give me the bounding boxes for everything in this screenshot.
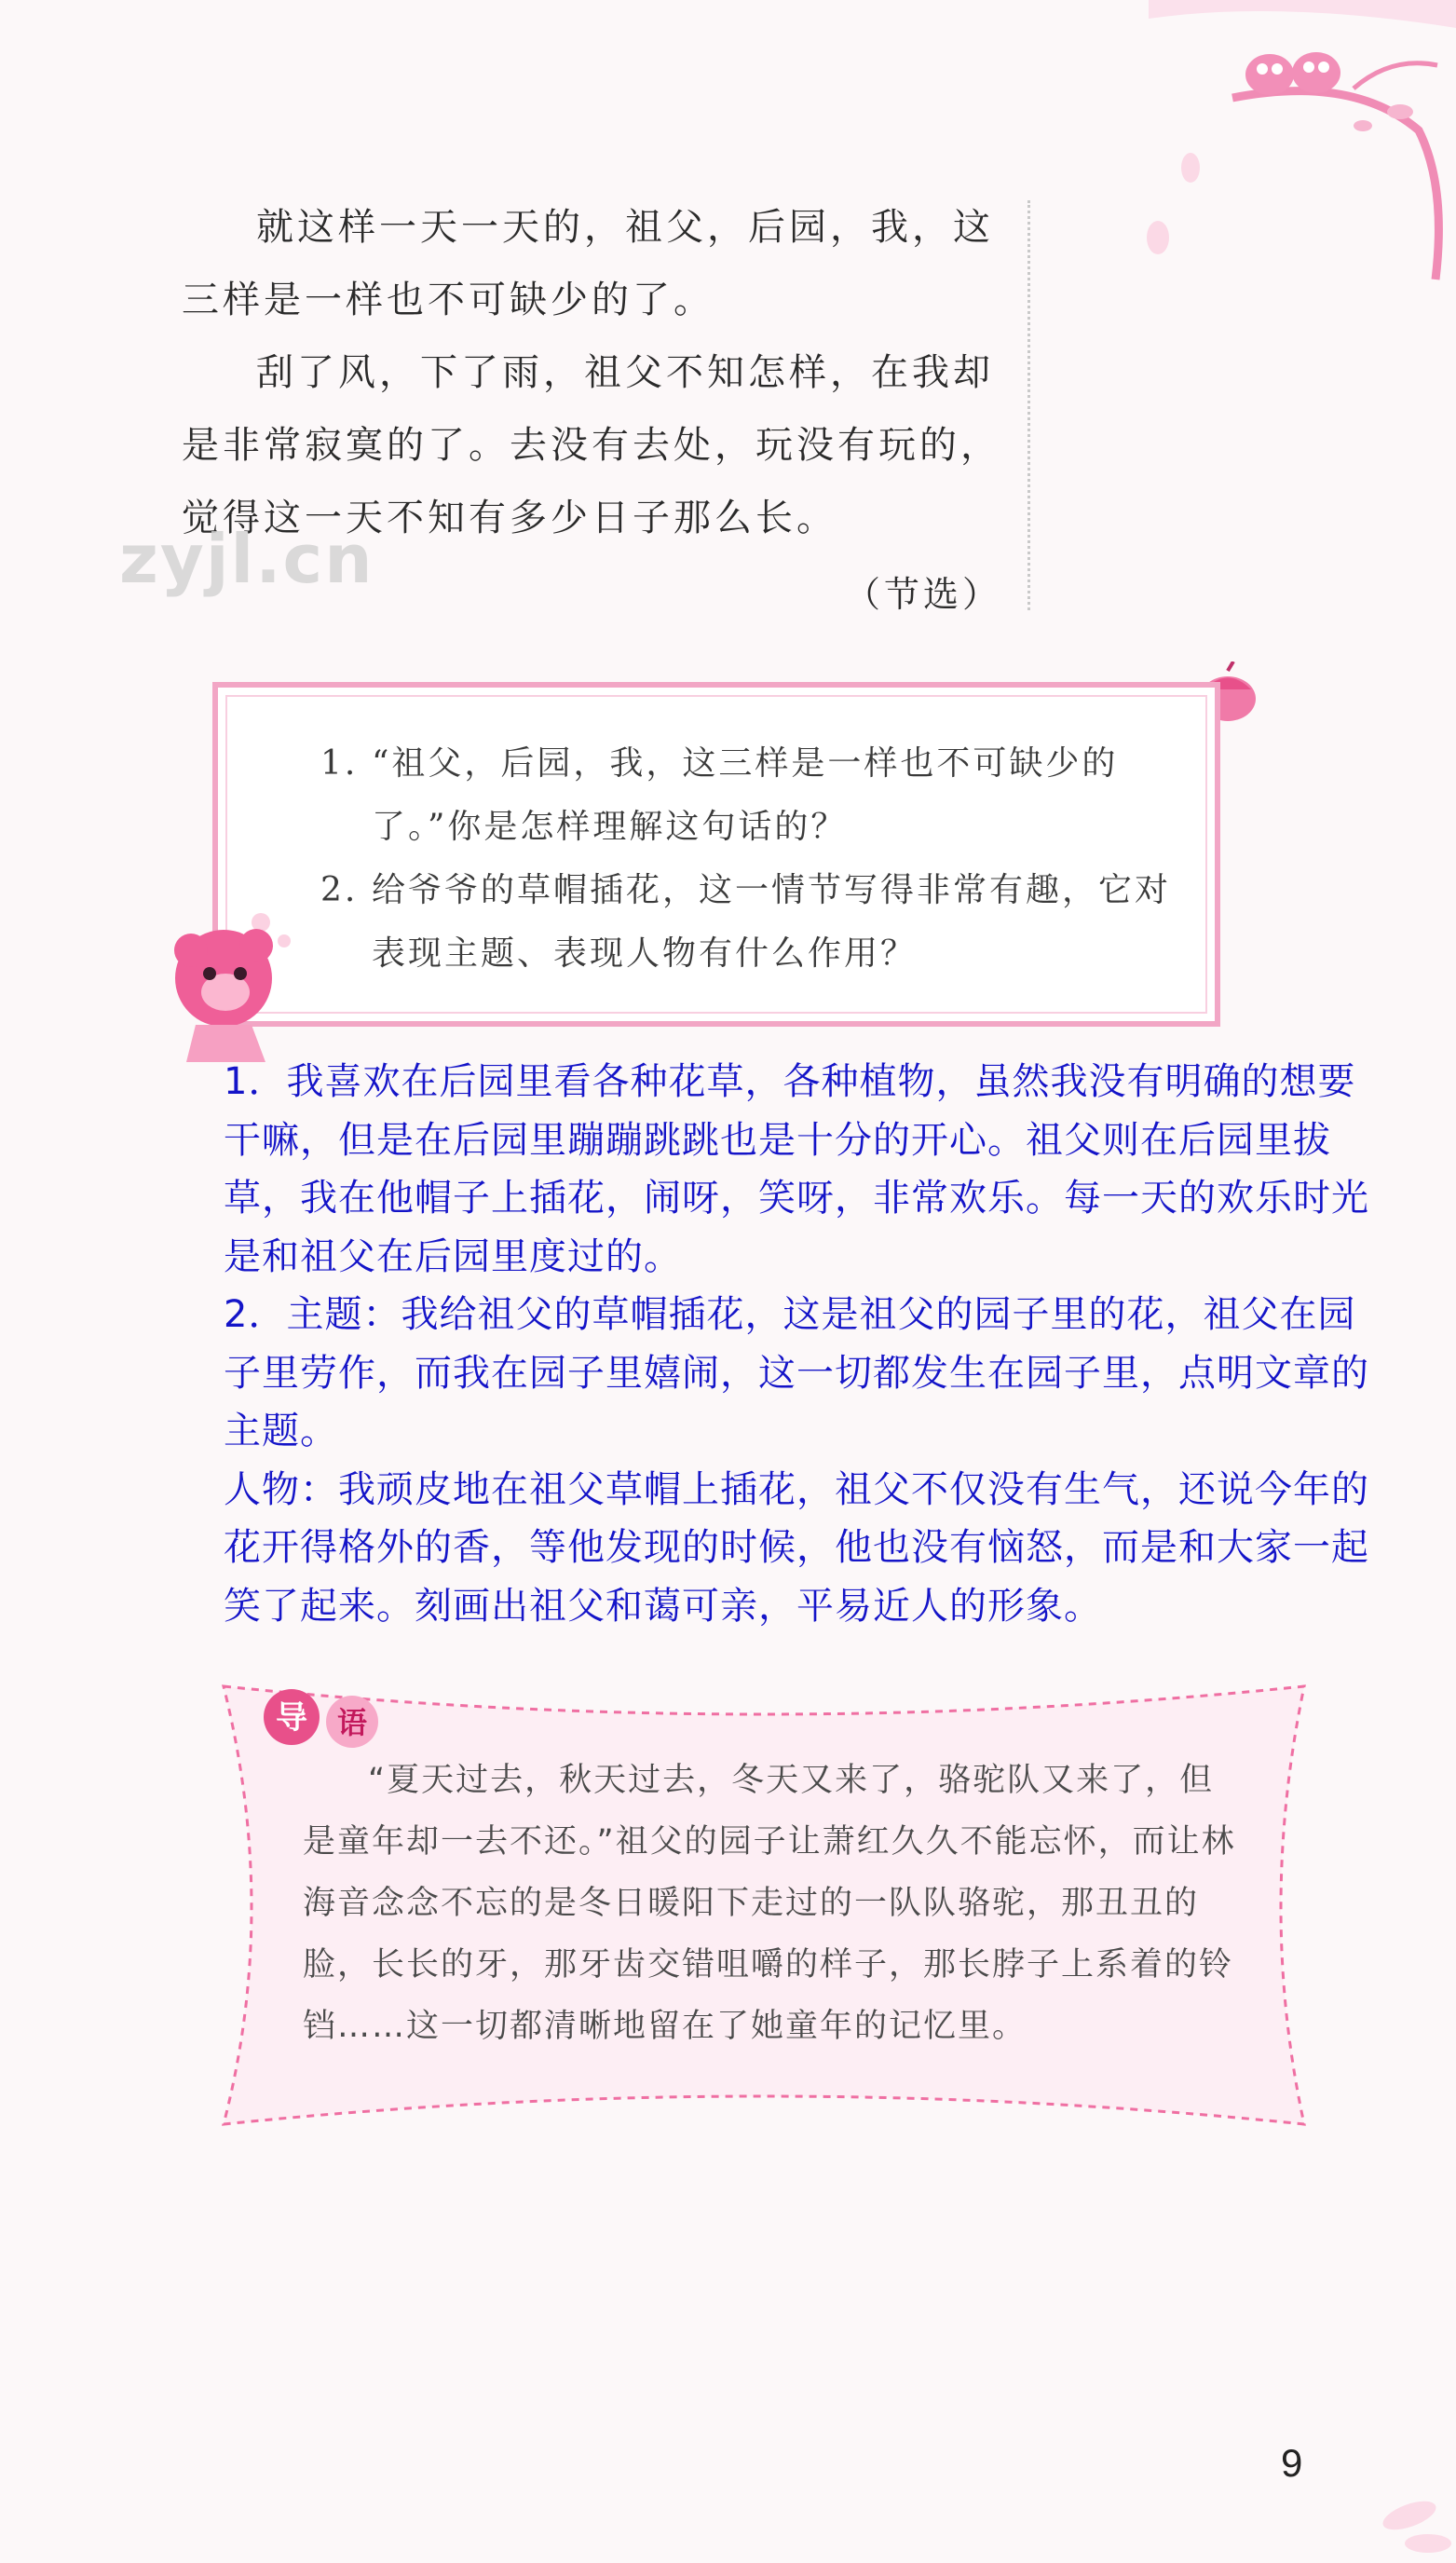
questions-box bbox=[212, 682, 1220, 1027]
pink-branch-decoration bbox=[1139, 0, 1456, 298]
watermark: zyjl.cn bbox=[119, 520, 374, 598]
intro-badge bbox=[259, 1684, 399, 1750]
question-item bbox=[320, 859, 1177, 986]
dotted-divider bbox=[1027, 200, 1030, 610]
answer-line: 2．主题：我给祖父的草帽插花，这是祖父的园子里的花，祖父在园子里劳作，而我在园子里嬉闹，这一切都发生在园子里，点明文章的主题。 bbox=[224, 1293, 1369, 1452]
question-text: “祖父，后园，我，这三样是一样也不可缺少的了。”你是怎样理解这句话的？ bbox=[372, 744, 1119, 846]
page-number: 9 bbox=[1281, 2441, 1303, 2485]
question-number: 2. bbox=[320, 871, 359, 909]
handwritten-answer bbox=[224, 1053, 1388, 1635]
badge-char-2: 语 bbox=[336, 1705, 368, 1740]
pink-mascot-icon bbox=[158, 899, 317, 1071]
intro-text: “夏天过去，秋天过去，冬天又来了，骆驼队又来了，但是童年却一去不还。”祖父的园子让萧红久久不能忘怀，而让林海音念念不忘的是冬日暖阳下走过的一队队骆驼，那丑丑的脸，长长的牙，那牙齿交错咀嚼的样子，那长脖子上系着的铃铛……这一切都清晰地留在了她童年的记忆里。 bbox=[303, 1762, 1236, 2045]
badge-char-1: 导 bbox=[276, 1699, 307, 1737]
question-list bbox=[320, 732, 1177, 986]
answer-line: 1．我喜欢在后园里看各种花草，各种植物，虽然我没有明确的想要干嘛，但是在后园里蹦蹦跳跳也是十分的开心。祖父则在后园里拔草，我在他帽子上插花，闹呀，笑呀，非常欢乐。每一天的欢乐时光是和祖父在后园里度过的。 bbox=[224, 1060, 1369, 1278]
passage-paragraph: 刮了风，下了雨，祖父不知怎样，在我却是非常寂寞的了。去没有去处，玩没有玩的，觉得这一天不知有多少日子那么长。 bbox=[182, 351, 1001, 539]
passage-paragraph: 就这样一天一天的，祖父，后园，我，这三样是一样也不可缺少的了。 bbox=[182, 206, 994, 321]
source-note: （节选） bbox=[844, 574, 1001, 615]
answer-line: 人物：我顽皮地在祖父草帽上插花，祖父不仅没有生气，还说今年的花开得格外的香，等他发现的时候，他也没有恼怒，而是和大家一起笑了起来。刻画出祖父和蔼可亲，平易近人的形象。 bbox=[224, 1467, 1369, 1628]
petal-decoration bbox=[1326, 2460, 1456, 2562]
question-item bbox=[320, 732, 1177, 859]
question-number: 1. bbox=[320, 744, 359, 783]
question-text: 给爷爷的草帽插花，这一情节写得非常有趣，它对表现主题、表现人物有什么作用？ bbox=[372, 871, 1172, 973]
